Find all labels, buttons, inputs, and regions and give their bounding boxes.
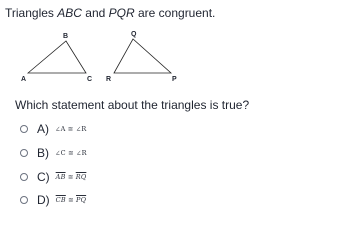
triangle-abc [28, 41, 86, 73]
answer-option-b[interactable] [20, 145, 87, 161]
option-d-text [56, 196, 86, 204]
segment-ab: $\overline{AB}$ [55, 173, 66, 181]
vertex-label-c: C [87, 76, 93, 83]
option-a-letter: A) [37, 122, 49, 136]
option-c-text [56, 173, 87, 181]
segment-rq: $\overline{RQ}$ [75, 173, 87, 181]
vertex-label-b: B [63, 33, 69, 40]
option-d-letter: D) [37, 193, 50, 207]
radio-button-b[interactable] [20, 149, 28, 157]
stem-middle: and [81, 6, 109, 20]
question-text: Which statement about the triangles is true? [15, 98, 250, 112]
stem-prefix: Triangles [5, 6, 58, 20]
stem-suffix: are congruent. [134, 6, 216, 20]
segment-cb: $\overline{CB}$ [55, 196, 66, 204]
answer-option-d[interactable] [20, 192, 86, 208]
option-c-letter: C) [37, 170, 50, 184]
option-b-text: ∠C ≅ ∠R [55, 149, 87, 157]
option-b-letter: B) [37, 146, 49, 160]
vertex-label-p: P [172, 76, 177, 83]
segment-pq: $\overline{PQ}$ [76, 196, 87, 204]
vertex-label-r: R [106, 76, 112, 83]
congruent-symbol: ≅ [65, 173, 76, 181]
answer-option-c[interactable] [20, 169, 86, 185]
vertex-label-a: A [21, 76, 27, 83]
vertex-label-q: Q [131, 31, 137, 38]
triangle-pqr-name: PQR [108, 6, 135, 20]
radio-button-c[interactable] [20, 173, 28, 181]
radio-button-a[interactable] [20, 125, 28, 133]
option-a-text: ∠A ≅ ∠R [55, 125, 87, 133]
triangle-pqr [114, 39, 171, 73]
congruent-symbol: ≅ [65, 196, 77, 204]
answer-option-a[interactable] [20, 121, 86, 137]
triangle-abc-name: ABC [57, 6, 82, 20]
radio-button-d[interactable] [20, 196, 28, 204]
